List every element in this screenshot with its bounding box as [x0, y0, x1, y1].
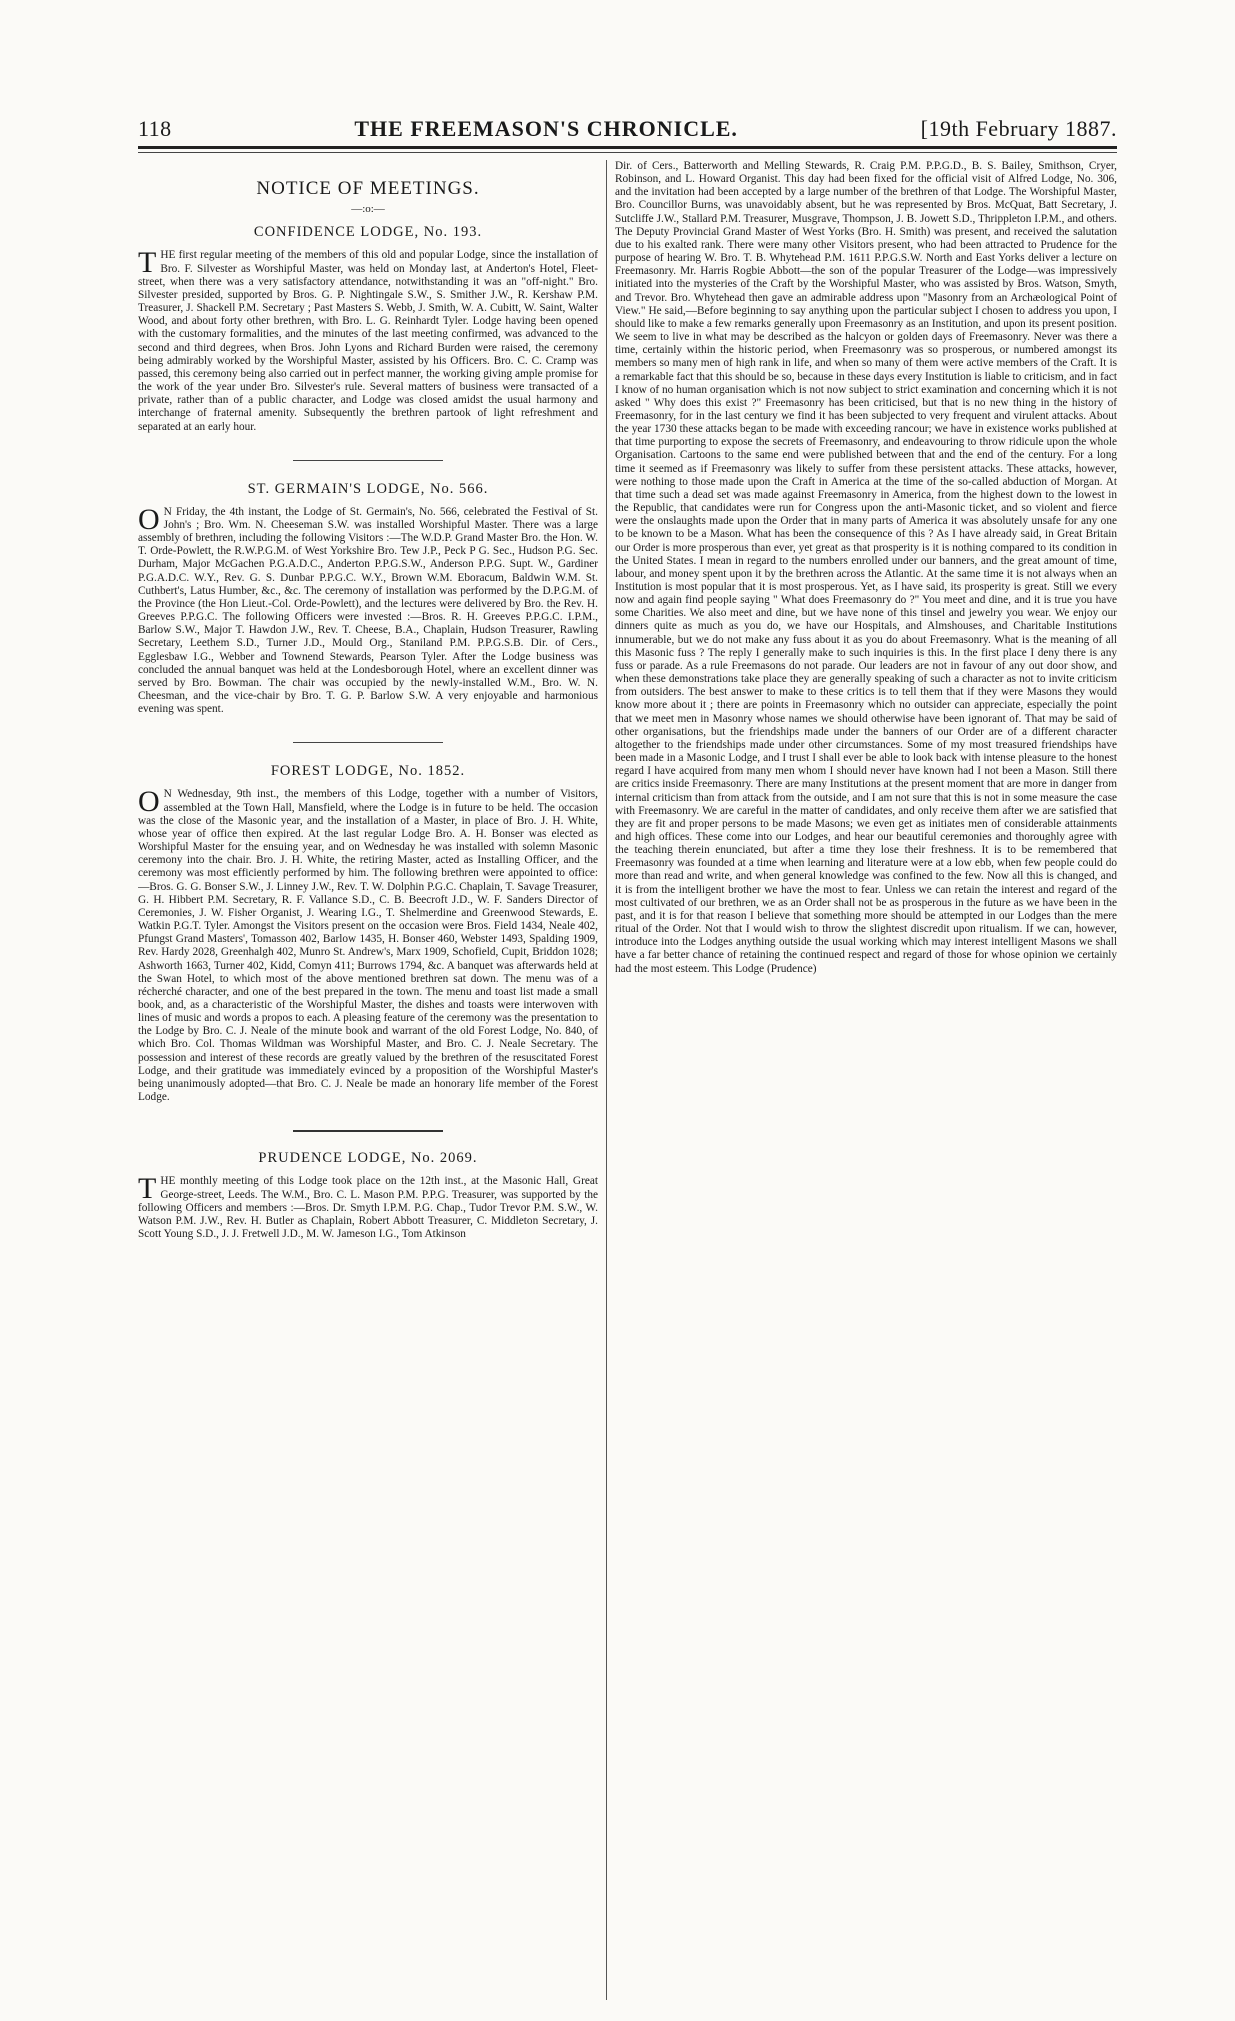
masthead-rule-thick: [138, 146, 1117, 149]
article-heading-forest: FOREST LODGE, No. 1852.: [270, 763, 466, 780]
article-separator: [293, 460, 443, 461]
article-heading-st-germain: ST. GERMAIN'S LODGE, No. 566.: [247, 480, 489, 497]
masthead-rule-thin: [138, 152, 1117, 153]
drop-cap: O: [138, 502, 160, 536]
article-text: HE first regular meeting of the members of this old and popular Lodge, since the installation of Bro. F. Silvester as Worshipful Master, was held on Monday last, at Anderton's Hotel, Fleet-street, when there was a very satisfactory attendance, notwithstanding it was an "off-night." Bro. Silvester presided, supported by Bros. G. P. Nightingale S.W., S. Smither J.W., R. Kershaw P.M. Treasurer, J. Shackell P.M. Secretary ; Past Masters S. Webb, J. Smith, W. A. Cubitt, W. Saint, Walter Wood, and about forty other brethren, with Bro. L. G. Reinhardt Tyler. Lodge having been opened with the customary formalities, and the minutes of the last meeting confirmed, was advanced to the second and third degrees, when Bros. John Lyons and Richard Burden were raised, the ceremony being admirably worked by the Worshipful Master, assisted by his Officers. Bro. C. C. Cramp was passed, this ceremony being also carried out in perfect manner, the working giving ample promise for the work of the year under Bro. Silvester's rule. Several matters of business were transacted of a private, rather than of a public character, and Lodge was closed amidst the usual harmony and interchange of fraternal amenity. Subsequently the brethren partook of light refreshment and separated at an early hour.: [138, 249, 598, 433]
drop-cap: O: [138, 785, 160, 819]
article-separator: [293, 1130, 443, 1132]
article-text: N Friday, the 4th instant, the Lodge of St. Germain's, No. 566, celebrated the Festival of St. John's ; Bro. Wm. N. Cheeseman S.W. was installed Worshipful Master. There was a large assembly of brethren, including the following Visitors :—The W.D.P. Grand Master Bro. the Hon. W. T. Orde-Powlett, the R.W.P.G.M. of West Yorkshire Bro. Tew J.P., Peck P G. Sec., Hudson P.G. Sec. Durham, Major McGachen P.G.A.D.C., Anderton P.P.G.S.W., Anderson P.P.G. Supt. W., Gardiner P.G.A.D.C. W.Y., Rev. G. S. Dunbar P.P.G.C. W.Y., Brown W.M. Eboracum, Baldwin W.M. St. Cuthbert's, Latus Humber, &c., &c. The ceremony of installation was performed by the D.P.G.M. of the Province (the Hon Lieut.-Col. Orde-Powlett), and the lectures were delivered by Bro. the Rev. H. Greeves P.P.G.C. The following Officers were invested :—Bros. R. H. Greeves P.P.G.C. I.P.M., Barlow S.W., Major T. Hawdon J.W., Rev. T. Cheese, B.A., Chaplain, Hudson Treasurer, Rawling Secretary, Leethem S.D., Turner J.D., Mould Org., Staniland P.M. P.P.G.S.B. Dir. of Cers., Egglesbaw I.G., Webber and Townend Stewards, Pearson Tyler. After the Lodge business was concluded the annual banquet was held at the Londesborough Hotel, where an excellent dinner was served by Bro. Bowman. The chair was occupied by the newly-installed W.M., Bro. W. N. Cheesman, and the vice-chair by Bro. T. G. P. Barlow S.W. A very enjoyable and harmonious evening was spent.: [138, 505, 598, 716]
article-text: N Wednesday, 9th inst., the members of this Lodge, together with a number of Visitors, assembled at the Town Hall, Mansfield, where the Lodge is in future to be held. The occasion was the close of the Masonic year, and the installation of a Master, in place of Bro. J. H. White, whose year of office then expired. At the last regular Lodge Bro. A. H. Bonser was elected as Worshipful Master for the ensuing year, and on Wednesday he was installed with solemn Masonic ceremony into the chair. Bro. J. H. White, the retiring Master, acted as Installing Officer, and the ceremony was most efficiently performed by him. The following brethren were appointed to office:—Bros. G. G. Bonser S.W., J. Linney J.W., Rev. T. W. Dolphin P.G.C. Chaplain, T. Savage Treasurer, G. H. Hibbert P.M. Secretary, R. F. Vallance S.D., C. B. Beecroft J.D., W. F. Sanders Director of Ceremonies, J. W. Fisher Organist, J. Wearing I.G., T. Shelmerdine and Greenwood Stewards, E. Watkin P.G.T. Tyler. Amongst the Visitors present on the occasion were Bros. Field 1434, Neale 402, Pfungst Grand Masters', Tomasson 402, Barlow 1435, H. Bonser 460, Webster 1493, Spalding 1909, Rev. Hardy 2028, Greenhalgh 402, Munro St. Andrew's, Marx 1909, Schofield, Cupit, Briddon 1028; Ashworth 1663, Turner 402, Kidd, Comyn 411; Burrows 1794, &c. A banquet was afterwards held at the Swan Hotel, to which most of the above mentioned brethren sat down. The menu was of a récherché character, and one of the best prepared in the town. The menu and toast list made a small book, and, as a characteristic of the Worshipful Master, the dishes and toasts were interwoven with lines of music and words a propos to each. A pleasing feature of the ceremony was the presentation to the Lodge by Bro. C. J. Neale of the minute book and warrant of the old Forest Lodge, No. 840, of which Bro. Col. Thomas Wildman was Worshipful Master, and Bro. C. J. Neale Secretary. The possession and interest of these records are greatly valued by the brethren of the resuscitated Forest Lodge, and their gratitude was immediately evinced by a proposition of the Worshipful Master's being unanimously adopted—that Bro. C. J. Neale be made an honorary life member of the Forest Lodge.: [138, 788, 598, 1104]
article-body-st-germain: [138, 502, 598, 717]
section-ornament: —:o:—: [351, 203, 385, 216]
article-heading-confidence: CONFIDENCE LODGE, No. 193.: [253, 224, 483, 241]
article-body-prudence: [138, 1172, 598, 1241]
right-column: [615, 160, 1117, 2000]
article-body-confidence: [138, 246, 598, 433]
article-heading-prudence: PRUDENCE LODGE, No. 2069.: [258, 1150, 478, 1167]
page-number: 118: [138, 116, 172, 141]
continued-article-text: Dir. of Cers., Batterworth and Melling Stewards, R. Craig P.M. P.P.G.D., B. S. Bailey, Smithson, Cryer, Robinson, and L. Howard Organist. This day had been fixed for the official visit of Alfred Lodge, No. 306, and the invitation had been accepted by a large number of the brethren of that Lodge. The Worshipful Master, Bro. Councillor Burns, was unavoidably absent, but he was represented by Bros. McQuat, Batt Secretary, J. Sutcliffe J.W., Stallard P.M. Treasurer, Musgrave, Thompson, J. B. Jowett S.D., Thrippleton I.P.M., and others. The Deputy Provincial Grand Master of West Yorks (Bro. H. Smith) was present, and received the salutation due to his exalted rank. There were many other Visitors present, who had been attracted to Prudence for the purpose of hearing W. Bro. T. B. Whytehead P.M. 1611 P.P.G.S.W. North and East Yorks deliver a lecture on Freemasonry. Mr. Harris Rogbie Abbott—the son of the popular Treasurer of the Lodge—was impressively initiated into the mysteries of the Craft by the Worshipful Master, who was assisted by Bros. Watson, Smyth, and Trevor. Bro. Whytehead then gave an admirable address upon "Masonry from an Archæological Point of View." He said,—Before beginning to say anything upon the particular subject I chosen to address you upon, I should like to make a few remarks generally upon Freemasonry as an Institution, and upon its present position. We seem to live in what may be described as the halcyon or golden days of Freemasonry. Never was there a time, certainly within the historic period, when Freemasonry was so prosperous, or numbered amongst its members so many men of high rank in life, and when so many of them were active members of the Craft. It is a remarkable fact that this should be so, because in these days every Institution is liable to criticism, and in fact I know of no human organisation which is not now subject to strict examination and concerning which it is not asked " Why does this exist ?" Freemasonry has been criticised, but that is no new thing in the history of Freemasonry, for in the last century we find it has been subjected to very frequent and virulent attacks. About the year 1730 these attacks began to be made with exceeding rancour; we have in existence works published at that time purporting to expose the secrets of Freemasonry, and endeavouring to throw ridicule upon the whole Organisation. Cartoons to the same end were published between that and the end of the century. For a long time it seemed as if Freemasonry was likely to suffer from these persistent attacks. These attacks, however, were nothing to those made upon the Craft in America at the time of the so-called abduction of Morgan. At that time such a dead set was made against Freemasonry in America, from the highest down to the lowest in the Republic, that candidates were run for Congress upon the anti-Masonic ticket, and so violent and fierce were the onslaughts made upon the Order that in many parts of America it was absolutely unsafe for any one to be known to be a Mason. What has been the consequence of this ? As I have already said, in Great Britain our Order is more prosperous than ever, yet great as that prosperity is it is nothing compared to its condition in the United States. I mean in regard to the numbers enrolled under our banners, and the great amount of time, labour, and money spent upon it by the brethren across the Atlantic. At the same time it is not always when an Institution is most popular that it is most prosperous. Yet, as I have said, its prosperity is great. Still we every now and again find people saying " What does Freemasonry do ?" You meet and dine, and it is true you have some Charities. We also meet and dine, but we have none of this tinsel and jewelry you wear. We enjoy our dinners quite as much as you do, we have our Hospitals, and Almshouses, and Charitable Institutions innumerable, but we do not make any fuss about it as you do about Freemasonry. What is the meaning of all this Masonic fuss ? The reply I generally make to such inquiries is this. In the first place I deny there is any fuss or parade. As a rule Freemasons do not parade. Our leaders are not in favour of any out door show, and when these demonstrations take place they are generally speaking of such a character as not to invite criticism from outsiders. The best answer to make to these critics is to tell them that if they were Masons they would know more about it ; there are points in Freemasonry which no outsider can appreciate, especially the point that we meet men in Masonry whose names we should otherwise have been ignorant of. That may be said of other organisations, but the friendships made under the banners of our Order are of a different character altogether to the friendships made under other circumstances. Some of my most treasured friendships have been made in a Masonic Lodge, and I trust I shall ever be able to look back with intense pleasure to the honest regard I have acquired from many men whom I should never have known had I not been a Mason. Still there are critics inside Freemasonry. There are many Institutions at the present moment that are more in danger from internal criticism than from attack from the outside, and I am not sure that this is not in some measure the case with Freemasonry. We are careful in the matter of candidates, and only receive them after we are satisfied that they are fit and proper persons to be made Masons; we even get as initiates men of considerable attainments and high offices. These come into our Lodges, and hear our beautiful ceremonies and thoroughly agree with the teaching therein enunciated, but after a time they lose their freshness. It is to be remembered that Freemasonry was founded at a time when learning and literature were at a low ebb, when few people could do more than read and write, and when general knowledge was confined to the few. Now all this is changed, and it is from the intelligent brother we have the most to fear. Unless we can retain the interest and regard of the most cultivated of our brethren, we as an Order shall not be as prosperous in the future as we have been in the past, and it is for that reason I believe that something more should be attempted in our Lodges than the mere ritual of the Order. Not that I would wish to throw the slightest discredit upon ritualism. If we can, however, introduce into the Lodges anything outside the usual working which may interest intelligent Masons we shall have a far better chance of retaining the continued respect and regard of those for whose opinion we certainly had the most esteem. This Lodge (Prudence): [615, 160, 1117, 975]
article-body-forest: [138, 785, 598, 1104]
section-title: NOTICE OF MEETINGS.: [256, 178, 480, 199]
issue-date: [19th February 1887.: [920, 116, 1117, 141]
article-text: HE monthly meeting of this Lodge took place on the 12th inst., at the Masonic Hall, Great George-street, Leeds. The W.M., Bro. C. L. Mason P.M. P.P.G. Treasurer, was supported by the following Officers and members :—Bros. Dr. Smyth I.P.M. P.G. Chap., Tudor Trevor P.M. S.W., W. Watson P.M. J.W., Rev. H. Butler as Chaplain, Robert Abbott Treasurer, C. Middleton Secretary, J. Scott Young S.D., J. J. Fretwell J.D., M. W. Jameson I.G., Tom Atkinson: [138, 1175, 598, 1240]
publication-title: THE FREEMASON'S CHRONICLE.: [354, 116, 738, 141]
column-divider: [606, 160, 607, 2000]
drop-cap: T: [138, 246, 157, 280]
masthead: [138, 116, 1117, 142]
article-separator: [293, 742, 443, 743]
left-column: [138, 160, 598, 2000]
drop-cap: T: [138, 1172, 157, 1206]
